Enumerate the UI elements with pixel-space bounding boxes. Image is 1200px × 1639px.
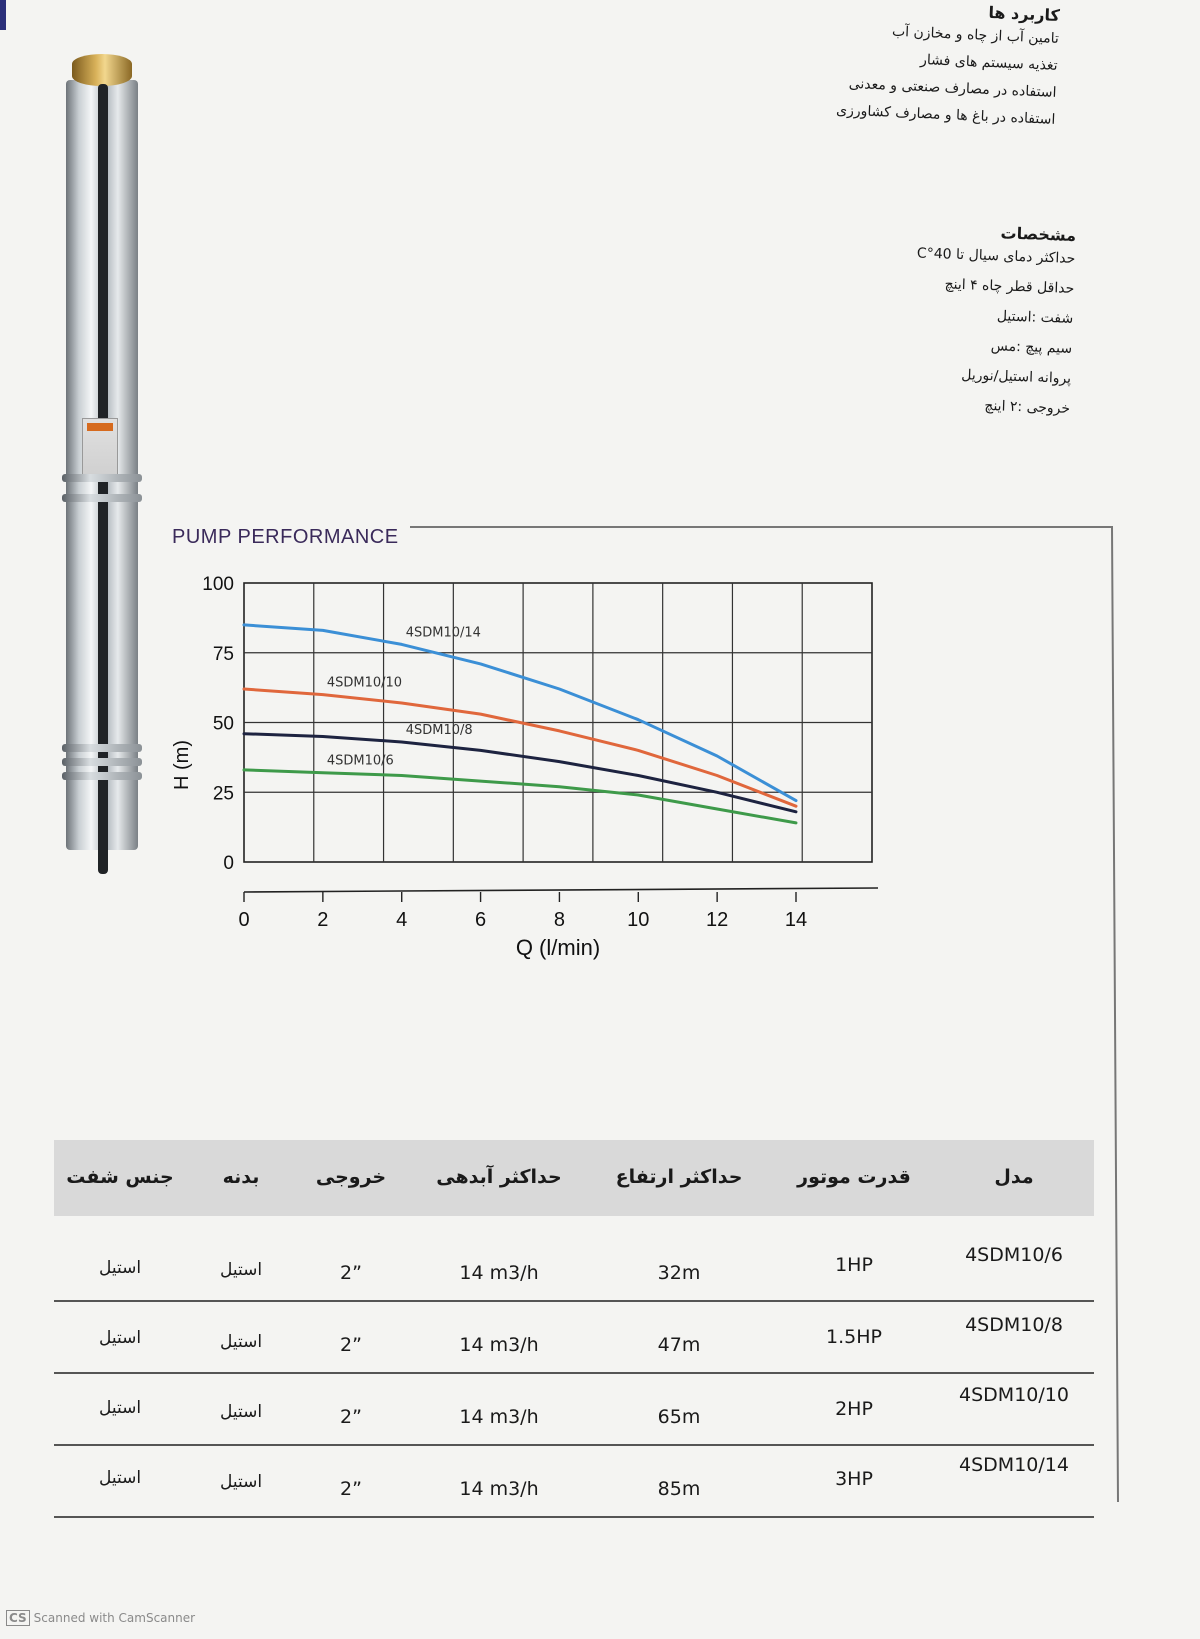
cell-body: استیل bbox=[219, 1260, 263, 1280]
x-tick-label: 8 bbox=[553, 909, 565, 931]
pump-ring bbox=[62, 744, 142, 752]
cell-max-head: 65m bbox=[657, 1406, 701, 1428]
row-divider bbox=[54, 1444, 1094, 1446]
series-label: 4SDM10/8 bbox=[405, 723, 473, 739]
cell-model: 4SDM10/10 bbox=[959, 1384, 1069, 1406]
applications-section bbox=[835, 0, 1060, 139]
cell-outlet: 2” bbox=[340, 1478, 362, 1500]
row-divider bbox=[54, 1372, 1094, 1374]
cell-body: استیل bbox=[219, 1332, 263, 1352]
header-outlet: خروجی bbox=[315, 1166, 387, 1188]
cell-motor-power: 3HP bbox=[835, 1468, 873, 1490]
cell-motor-power: 1HP bbox=[835, 1254, 873, 1276]
y-tick-label: 100 bbox=[202, 574, 234, 595]
cell-max-flow: 14 m3/h bbox=[459, 1478, 539, 1500]
applications-title: کاربرد ها bbox=[987, 2, 1060, 25]
spec-item: حداکثر دمای سیال تا 40°C bbox=[916, 245, 1076, 267]
cell-max-head: 32m bbox=[657, 1262, 701, 1284]
application-item: تامین آب از چاه و مخازن آب bbox=[891, 23, 1059, 47]
cell-model: 4SDM10/14 bbox=[959, 1454, 1069, 1476]
pump-illustration bbox=[62, 54, 142, 854]
x-axis-label: Q (l/min) bbox=[515, 935, 601, 960]
y-tick-label: 25 bbox=[212, 783, 234, 805]
y-tick-label: 50 bbox=[212, 713, 234, 735]
chart-title: PUMP PERFORMANCE bbox=[172, 526, 399, 548]
cell-shaft-material: استیل bbox=[98, 1398, 142, 1418]
x-tick-label: 0 bbox=[238, 909, 250, 931]
series-line bbox=[244, 770, 796, 823]
cell-shaft-material: استیل bbox=[98, 1328, 142, 1348]
warning-sticker bbox=[87, 423, 113, 431]
cell-outlet: 2” bbox=[340, 1406, 362, 1428]
cell-max-flow: 14 m3/h bbox=[459, 1406, 539, 1428]
cell-body: استیل bbox=[219, 1402, 263, 1422]
x-axis-line bbox=[244, 888, 878, 892]
plot-border bbox=[244, 583, 872, 862]
pump-ring bbox=[62, 494, 142, 502]
header-max-head: حداکثر ارتفاع bbox=[615, 1166, 743, 1188]
cell-shaft-material: استیل bbox=[98, 1468, 142, 1488]
watermark-text: Scanned with CamScanner bbox=[33, 1611, 196, 1625]
series-label: 4SDM10/10 bbox=[326, 675, 403, 691]
spec-item: سیم پیچ :مس bbox=[990, 338, 1072, 357]
cell-max-flow: 14 m3/h bbox=[459, 1262, 539, 1284]
cell-motor-power: 1.5HP bbox=[826, 1326, 882, 1348]
series-label: 4SDM10/6 bbox=[326, 753, 394, 769]
corner-mark bbox=[0, 0, 6, 30]
header-shaft-material: جنس شفت bbox=[66, 1166, 174, 1188]
y-tick-label: 0 bbox=[223, 853, 234, 874]
series-line bbox=[244, 689, 796, 806]
cell-model: 4SDM10/8 bbox=[965, 1314, 1063, 1336]
x-tick-label: 12 bbox=[706, 909, 729, 931]
spec-item: حداقل قطر چاه ۴ اینچ bbox=[943, 276, 1075, 297]
scanner-watermark bbox=[6, 1610, 195, 1626]
spec-item: پروانه استیل/نوریل bbox=[960, 367, 1071, 387]
pump-ring bbox=[62, 474, 142, 482]
y-axis-label: H (m) bbox=[171, 740, 193, 790]
application-item: استفاده در مصارف صنعتی و معدنی bbox=[848, 75, 1057, 101]
y-tick-label: 75 bbox=[212, 643, 234, 665]
cell-model: 4SDM10/6 bbox=[965, 1244, 1063, 1266]
cell-body: استیل bbox=[219, 1472, 263, 1492]
pump-ring bbox=[62, 758, 142, 766]
camscanner-logo-icon: CS bbox=[6, 1610, 30, 1626]
row-divider bbox=[54, 1300, 1094, 1302]
cell-outlet: 2” bbox=[340, 1334, 362, 1356]
specifications-title: مشخصات bbox=[999, 223, 1076, 245]
x-tick-label: 14 bbox=[784, 909, 808, 931]
series-line bbox=[244, 734, 796, 812]
x-tick-label: 10 bbox=[627, 909, 650, 931]
series-label: 4SDM10/14 bbox=[405, 625, 481, 641]
header-model: مدل bbox=[994, 1166, 1034, 1188]
cell-shaft-material: استیل bbox=[98, 1258, 142, 1278]
cell-max-head: 85m bbox=[657, 1478, 701, 1500]
spec-item: خروجی :۲ اینچ bbox=[983, 397, 1070, 417]
application-item: استفاده در باغ ها و مصارف کشاورزی bbox=[835, 102, 1056, 128]
x-tick-label: 4 bbox=[396, 909, 408, 931]
header-max-flow: حداکثر آبدهی bbox=[436, 1166, 562, 1188]
x-tick-label: 2 bbox=[317, 909, 329, 931]
pump-ring bbox=[62, 772, 142, 780]
header-body: بدنه bbox=[222, 1166, 260, 1188]
cell-outlet: 2” bbox=[340, 1262, 362, 1284]
chart-series bbox=[244, 625, 796, 823]
row-divider bbox=[54, 1516, 1094, 1518]
chart-grid bbox=[244, 583, 872, 862]
cell-max-head: 47m bbox=[657, 1334, 701, 1356]
cell-motor-power: 2HP bbox=[835, 1398, 873, 1420]
pump-brass-cap bbox=[72, 54, 132, 86]
x-tick-label: 6 bbox=[475, 909, 487, 931]
header-motor-power: قدرت موتور bbox=[797, 1166, 911, 1188]
cell-max-flow: 14 m3/h bbox=[459, 1334, 539, 1356]
chart-ticks bbox=[202, 574, 878, 931]
pump-nameplate bbox=[82, 418, 118, 480]
specifications-section bbox=[911, 220, 1076, 430]
application-item: تغذیه سیستم های فشار bbox=[919, 51, 1058, 74]
series-line bbox=[244, 625, 796, 801]
spec-item: شفت :استیل bbox=[996, 308, 1074, 327]
table-header bbox=[54, 1140, 1094, 1216]
